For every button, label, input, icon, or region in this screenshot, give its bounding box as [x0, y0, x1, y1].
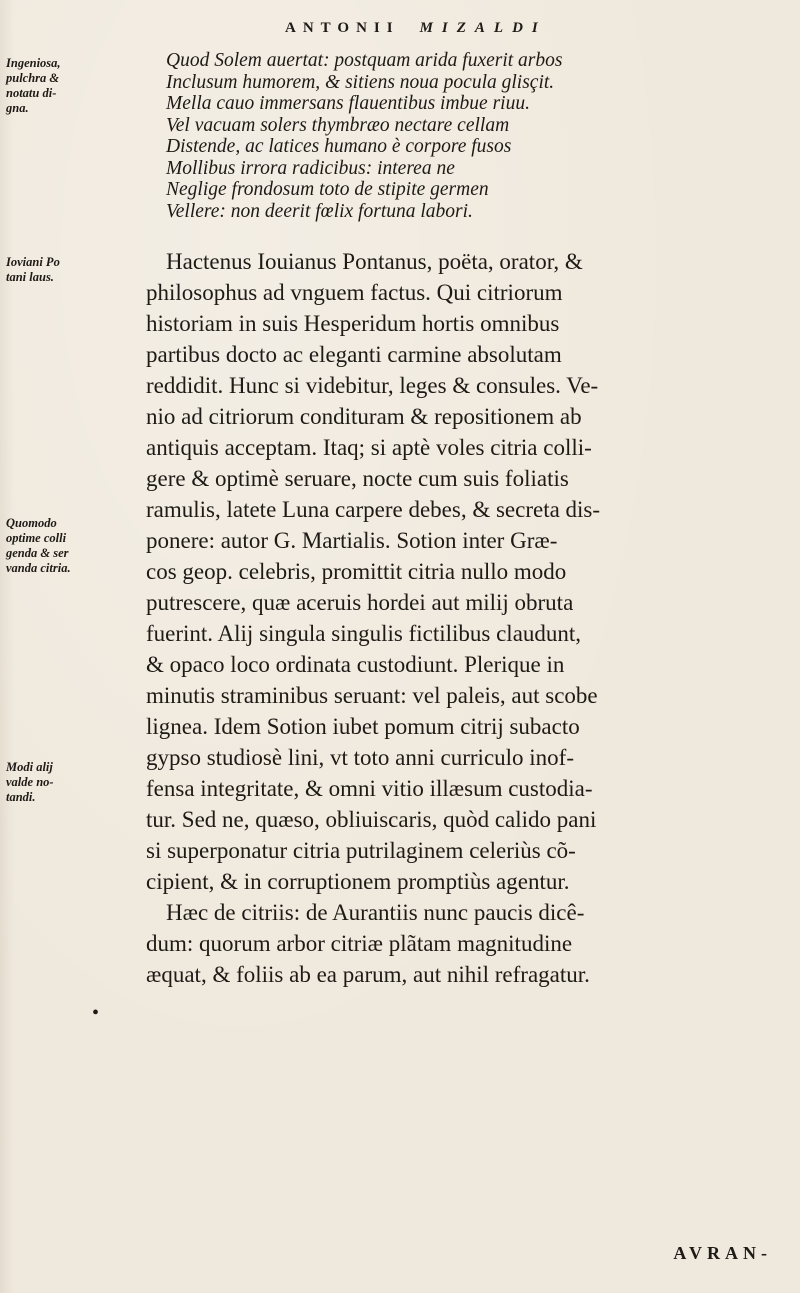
prose-line: fuerint. Alij singula singulis fictilibus claudunt,: [146, 621, 582, 646]
prose-line: putrescere, quæ aceruis hordei aut milij obruta: [146, 590, 574, 615]
verse-line: Neglige frondosum toto de stipite germen: [166, 179, 489, 200]
verse-line: Vel vacuam solers thymbræo nectare cellam: [166, 114, 510, 136]
marginal-line: genda & ser: [6, 546, 69, 560]
marginal-note-pontani: [6, 255, 74, 285]
marginal-line: Quomodo: [6, 516, 57, 530]
verse-block: [166, 50, 786, 222]
running-head-author-first: ANTONII: [285, 20, 400, 36]
catchword: AVRAN-: [673, 1243, 772, 1263]
prose-line: historiam in suis Hesperidum hortis omnibus: [146, 311, 560, 336]
prose-line: lignea. Idem Sotion iubet pomum citrij subacto: [146, 714, 580, 739]
marginal-line: Modi alij: [6, 760, 53, 774]
marginal-line: tani laus.: [6, 270, 54, 284]
marginal-line: tandi.: [6, 790, 36, 804]
prose-line: gypso studiosè lini, vt toto anni curriculo inof-: [146, 745, 575, 770]
prose-line: minutis straminibus seruant: vel paleis, aut scobe: [146, 683, 598, 708]
prose-line: æquat, & foliis ab ea parum, aut nihil refragatur.: [146, 962, 590, 987]
prose-line: tur. Sed ne, quæso, obliuiscaris, quòd calido pani: [146, 807, 597, 832]
marginal-line: notatu di-: [6, 86, 57, 100]
marginal-line: gna.: [6, 101, 29, 115]
marginal-line: Ioviani Po: [6, 255, 60, 269]
prose-line: & opaco loco ordinata custodiunt. Plerique in: [146, 652, 565, 677]
prose-line: antiquis acceptam. Itaq; si aptè voles citria colli-: [146, 435, 592, 460]
prose-line: fensa integritate, & omni vitio illæsum custodia-: [146, 776, 593, 801]
prose-line: ramulis, latete Luna carpere debes, & secreta dis-: [146, 497, 601, 522]
prose-line: si superponatur citria putrilaginem celeriùs cõ-: [146, 838, 576, 863]
marginal-note-ingeniosa: [6, 56, 74, 116]
running-head: [285, 20, 547, 37]
prose-block: [146, 246, 796, 990]
prose-line: partibus docto ac eleganti carmine absolutam: [146, 342, 562, 367]
marginal-note-quomodo: [6, 516, 74, 576]
verse-line: Vellere: non deerit fœlix fortuna labori.: [166, 200, 473, 222]
prose-line: nio ad citriorum condituram & repositionem ab: [146, 404, 582, 429]
prose-line: cos geop. celebris, promittit citria nullo modo: [146, 559, 567, 584]
margin-bullet: •: [92, 1002, 100, 1024]
marginal-line: Ingeniosa,: [6, 56, 61, 70]
prose-line: Hactenus Iouianus Pontanus, poëta, orator, &: [166, 249, 583, 274]
prose-line: Hæc de citriis: de Aurantiis nunc paucis dicê-: [166, 900, 585, 925]
marginal-line: valde no-: [6, 775, 54, 789]
prose-line: philosophus ad vnguem factus. Qui citriorum: [146, 280, 563, 305]
verse-line: Mella cauo immersans flauentibus imbue riuu.: [166, 93, 530, 114]
prose-line: cipient, & in corruptionem promptiùs agentur.: [146, 869, 570, 894]
prose-line: gere & optimè seruare, nocte cum suis foliatis: [146, 466, 569, 491]
marginal-line: vanda citria.: [6, 561, 71, 575]
marginal-line: optime colli: [6, 531, 67, 545]
verse-line: Inclusum humorem, & sitiens noua pocula glisçit.: [166, 71, 555, 93]
marginal-note-modi: [6, 760, 74, 805]
verse-line: Quod Solem auertat: postquam arida fuxerit arbos: [166, 50, 563, 71]
prose-line: ponere: autor G. Martialis. Sotion inter Græ-: [146, 528, 558, 553]
marginal-line: pulchra &: [6, 71, 60, 85]
prose-line: reddidit. Hunc si videbitur, leges & consules. Ve-: [146, 373, 599, 398]
verse-line: Distende, ac latices humano è corpore fusos: [166, 136, 512, 157]
running-head-author-last: MIZALDI: [419, 20, 547, 36]
prose-line: dum: quorum arbor citriæ plãtam magnitudine: [146, 931, 573, 956]
verse-line: Mollibus irrora radicibus: interea ne: [166, 157, 455, 179]
